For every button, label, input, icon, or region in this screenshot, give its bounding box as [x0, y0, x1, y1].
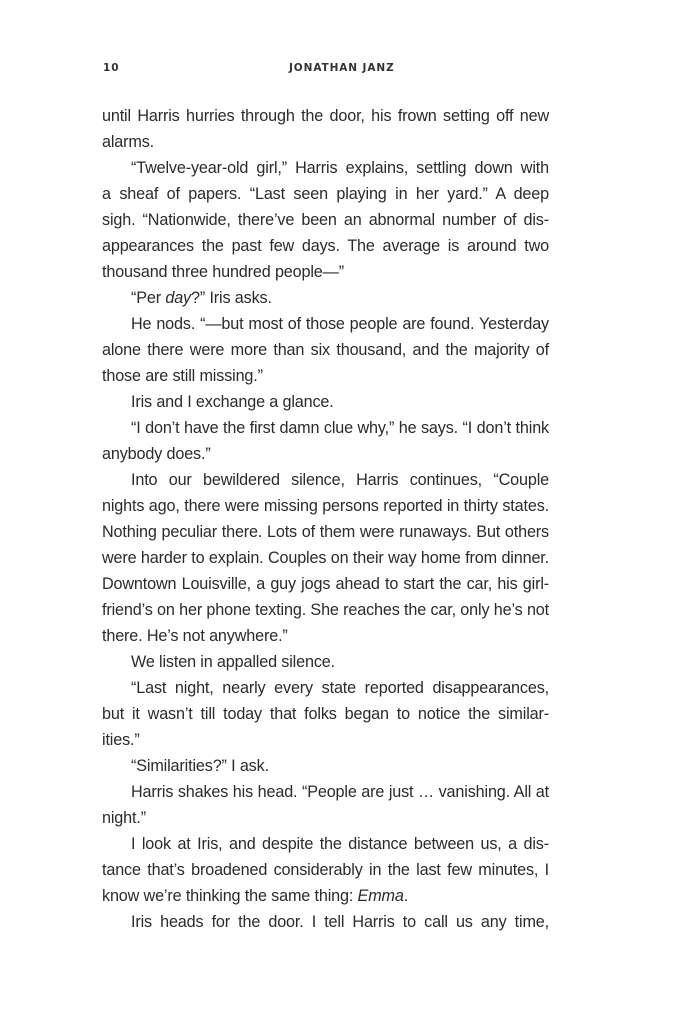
text-segment: anybody does.”: [102, 445, 211, 463]
text-segment: night.”: [102, 809, 146, 827]
text-segment: were harder to explain. Couples on their way home from dinner.: [102, 549, 549, 567]
body-text: [102, 103, 549, 935]
text-segment: “Twelve-year-old girl,” Harris explains, settling down with: [131, 159, 549, 177]
text-segment: tance that’s broadened considerably in the last few minutes, I: [102, 861, 549, 879]
text-segment: He nods. “—but most of those people are found. Yesterday: [131, 315, 549, 333]
text-segment: alarms.: [102, 133, 155, 151]
text-segment: “Per: [131, 289, 166, 307]
text-line: [102, 129, 549, 155]
text-segment: but it wasn’t till today that folks began to notice the similar-: [102, 705, 549, 723]
text-line: [102, 727, 549, 753]
text-line: [102, 909, 549, 935]
text-segment: know we’re thinking the same thing:: [102, 887, 358, 905]
text-line: [102, 181, 549, 207]
text-line: [102, 103, 549, 129]
text-segment: friend’s on her phone texting. She reaches the car, only he’s not: [102, 601, 549, 619]
text-line: [102, 337, 549, 363]
text-line: [102, 597, 549, 623]
text-line: [102, 753, 549, 779]
text-segment: ities.”: [102, 731, 140, 749]
text-segment: We listen in appalled silence.: [131, 653, 335, 671]
text-segment: .: [403, 887, 409, 905]
text-segment: Iris heads for the door. I tell Harris to call us any time,: [131, 913, 549, 931]
text-line: [102, 441, 549, 467]
text-line: [102, 311, 549, 337]
text-segment: nights ago, there were missing persons reported in thirty states.: [102, 497, 549, 515]
text-line: [102, 649, 549, 675]
text-line: [102, 415, 549, 441]
text-line: [102, 623, 549, 649]
text-segment: thousand three hundred people—”: [102, 263, 344, 281]
running-head: [103, 62, 549, 78]
text-line: [102, 545, 549, 571]
text-line: [102, 233, 549, 259]
page-number: 10: [103, 62, 120, 74]
text-segment: ?” Iris asks.: [191, 289, 272, 307]
text-line: [102, 259, 549, 285]
text-segment: appearances the past few days. The average is around two: [102, 237, 549, 255]
text-segment: Nothing peculiar there. Lots of them were runaways. But others: [102, 523, 549, 541]
text-line: [102, 857, 549, 883]
text-segment: I look at Iris, and despite the distance between us, a dis-: [131, 835, 549, 853]
text-line: [102, 571, 549, 597]
emphasis-text: day: [165, 289, 191, 307]
text-line: [102, 155, 549, 181]
text-line: [102, 883, 549, 909]
text-line: [102, 675, 549, 701]
text-line: [102, 363, 549, 389]
text-line: [102, 831, 549, 857]
text-segment: Iris and I exchange a glance.: [131, 393, 334, 411]
text-segment: those are still missing.”: [102, 367, 263, 385]
text-segment: “I don’t have the first damn clue why,” he says. “I don’t think: [131, 419, 549, 437]
text-segment: a sheaf of papers. “Last seen playing in her yard.” A deep: [102, 185, 549, 203]
text-line: [102, 389, 549, 415]
text-segment: Harris shakes his head. “People are just … vanishing. All at: [131, 783, 549, 801]
text-segment: alone there were more than six thousand, and the majority of: [102, 341, 549, 359]
text-line: [102, 285, 549, 311]
text-line: [102, 207, 549, 233]
text-segment: Downtown Louisville, a guy jogs ahead to start the car, his girl-: [102, 575, 549, 593]
text-line: [102, 805, 549, 831]
text-line: [102, 493, 549, 519]
text-line: [102, 467, 549, 493]
text-line: [102, 519, 549, 545]
text-segment: “Similarities?” I ask.: [131, 757, 269, 775]
text-line: [102, 779, 549, 805]
text-segment: there. He’s not anywhere.”: [102, 627, 288, 645]
text-segment: Into our bewildered silence, Harris continues, “Couple: [131, 471, 549, 489]
text-segment: until Harris hurries through the door, his frown setting off new: [102, 107, 549, 125]
text-line: [102, 701, 549, 727]
running-head-author: JONATHAN JANZ: [289, 62, 395, 74]
emphasis-text: Emma: [357, 887, 404, 905]
text-segment: sigh. “Nationwide, there’ve been an abnormal number of dis-: [102, 211, 549, 229]
text-segment: “Last night, nearly every state reported disappearances,: [131, 679, 549, 697]
